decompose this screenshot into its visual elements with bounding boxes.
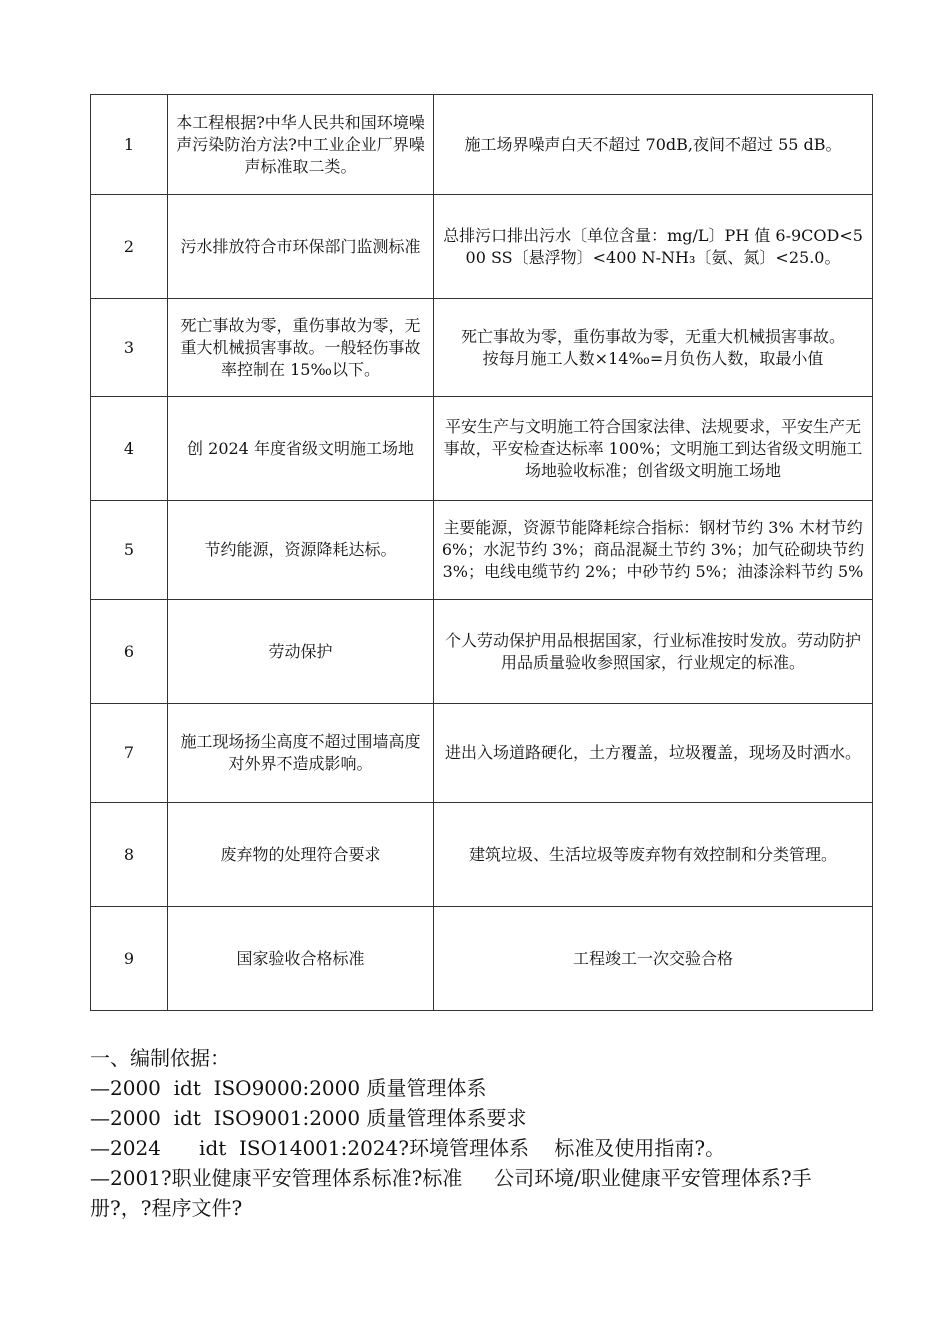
row-number-cell: 3 xyxy=(91,299,168,397)
table-row xyxy=(91,397,873,501)
standard-cell xyxy=(434,299,873,397)
row-number-cell: 7 xyxy=(91,704,168,803)
standard-text: 主要能源，资源节能降耗综合指标：钢材节约 3% 木材节约 6%；水泥节约 3%；商品混凝土节约 3%；加气砼砌块节约 3%；电线电缆节约 2%；中砂节约 5%；油漆涂料节约 5% xyxy=(441,518,865,581)
standard-text: 建筑垃圾、生活垃圾等废弃物有效控制和分类管理。 xyxy=(468,844,837,864)
standard-text: 个人劳动保护用品根据国家，行业标准按时发放。劳动防护用品质量验收参照国家，行业规定的标准。 xyxy=(444,630,861,672)
table-row xyxy=(91,501,873,600)
target-item-cell: 劳动保护 xyxy=(168,600,434,704)
target-item-cell: 污水排放符合市环保部门监测标准 xyxy=(168,195,434,299)
row-number-cell: 1 xyxy=(91,95,168,195)
targets-table xyxy=(90,94,873,1011)
table-row xyxy=(91,704,873,803)
compilation-basis-section xyxy=(90,1043,865,1223)
target-item-cell: 创 2024 年度省级文明施工场地 xyxy=(168,397,434,501)
basis-line: —2001?职业健康平安管理体系标准?标准 公司环境/职业健康平安管理体系?手册?，?程序文件? xyxy=(90,1166,812,1220)
target-item-cell: 节约能源，资源降耗达标。 xyxy=(168,501,434,600)
table-row xyxy=(91,95,873,195)
standard-text: 工程竣工一次交验合格 xyxy=(572,948,733,968)
standard-cell xyxy=(434,397,873,501)
standard-cell xyxy=(434,907,873,1011)
standard-cell xyxy=(434,600,873,704)
targets-table-body xyxy=(91,95,873,1011)
standard-text: 平安生产与文明施工符合国家法律、法规要求，平安生产无事故，平安检查达标率 100%；文明施工到达省级文明施工场地验收标准；创省级文明施工场地 xyxy=(443,416,863,480)
target-item-cell: 施工现场扬尘高度不超过围墙高度对外界不造成影响。 xyxy=(168,704,434,803)
standard-cell xyxy=(434,195,873,299)
table-row xyxy=(91,195,873,299)
basis-line: —2000 idt ISO9001:2000 质量管理体系要求 xyxy=(90,1106,527,1130)
standard-cell xyxy=(434,95,873,195)
target-item-cell: 本工程根据?中华人民共和国环境噪声污染防治方法?中工业企业厂界噪声标准取二类。 xyxy=(168,95,434,195)
standard-text: 总排污口排出污水〔单位含量：mg/L〕PH 值 6-9COD<500 SS〔悬浮物〕<400 N-NH₃〔氨、氮〕<25.0。 xyxy=(443,225,863,267)
row-number-cell: 9 xyxy=(91,907,168,1011)
target-item-cell: 死亡事故为零，重伤事故为零，无重大机械损害事故。一般轻伤事故率控制在 15‰以下。 xyxy=(168,299,434,397)
standard-text: 施工场界噪声白天不超过 70dB,夜间不超过 55 dB。 xyxy=(464,134,842,154)
row-number-cell: 2 xyxy=(91,195,168,299)
standard-cell xyxy=(434,501,873,600)
standard-cell xyxy=(434,803,873,907)
table-row xyxy=(91,803,873,907)
basis-line: —2024 idt ISO14001:2024?环境管理体系 标准及使用指南?。 xyxy=(90,1136,726,1160)
standard-text: 死亡事故为零，重伤事故为零，无重大机械损害事故。 xyxy=(460,326,845,346)
table-row xyxy=(91,907,873,1011)
row-number-cell: 8 xyxy=(91,803,168,907)
standard-cell xyxy=(434,704,873,803)
basis-line: —2000 idt ISO9000:2000 质量管理体系 xyxy=(90,1076,487,1100)
table-row xyxy=(91,299,873,397)
row-number-cell: 6 xyxy=(91,600,168,704)
table-row xyxy=(91,600,873,704)
standard-text: 按每月施工人数×14‰=月负伤人数，取最小值 xyxy=(482,348,824,368)
row-number-cell: 5 xyxy=(91,501,168,600)
compilation-basis-list xyxy=(90,1073,865,1223)
row-number-cell: 4 xyxy=(91,397,168,501)
compilation-basis-heading: 一、编制依据： xyxy=(90,1046,230,1070)
target-item-cell: 废弃物的处理符合要求 xyxy=(168,803,434,907)
target-item-cell: 国家验收合格标准 xyxy=(168,907,434,1011)
standard-text: 进出入场道路硬化，土方覆盖，垃圾覆盖，现场及时洒水。 xyxy=(444,743,861,762)
